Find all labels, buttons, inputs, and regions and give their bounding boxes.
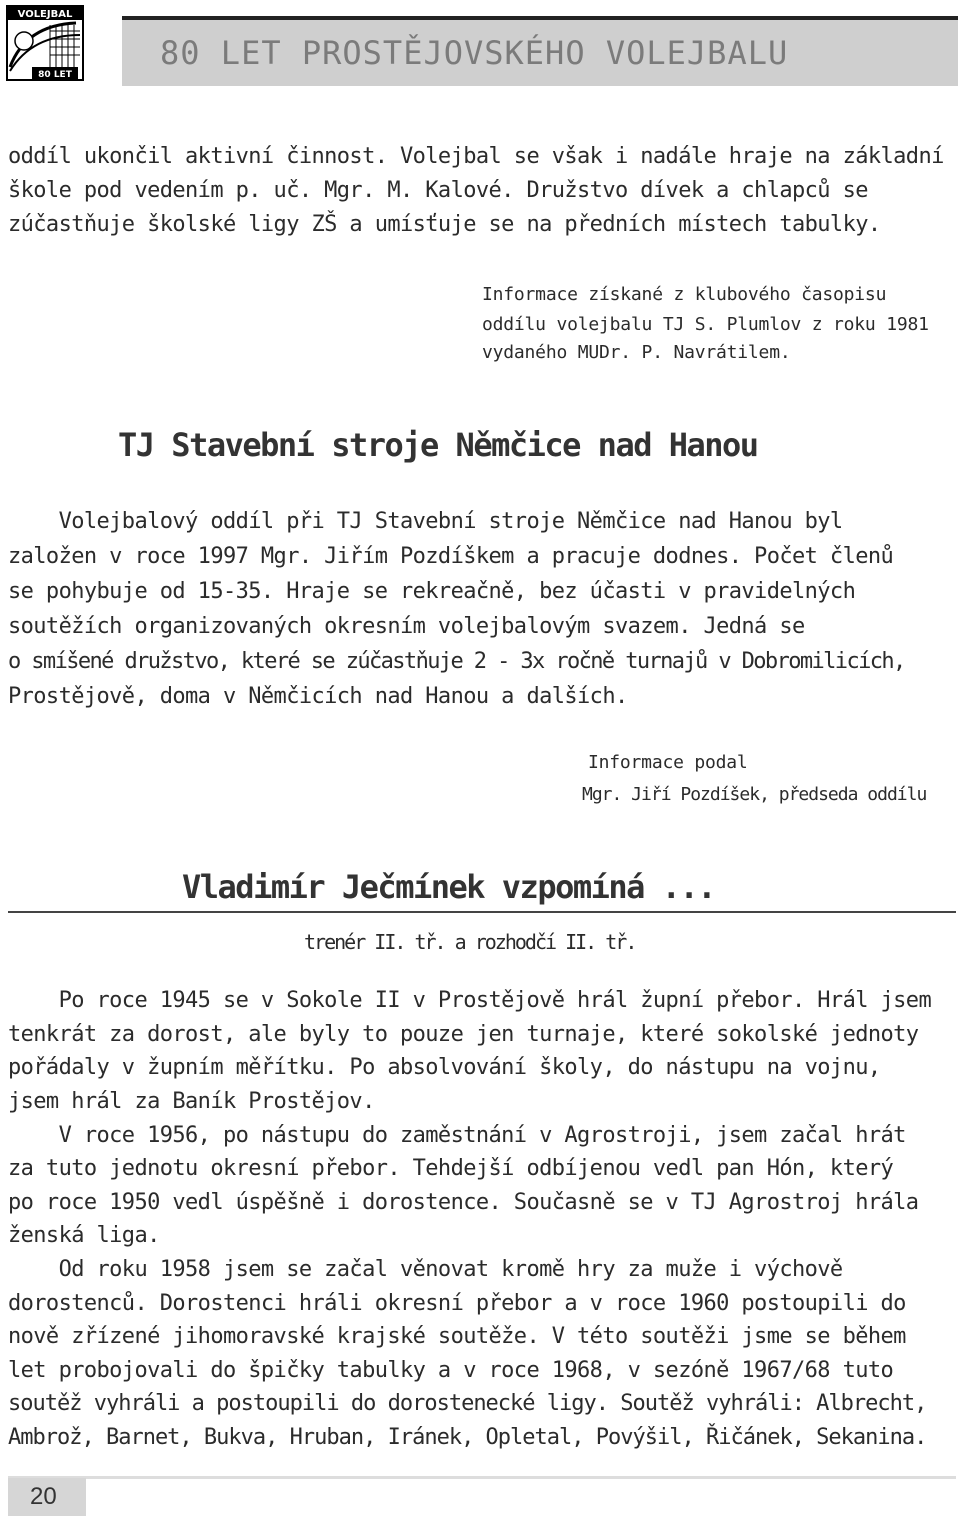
section1-credit-line: Mgr. Jiří Pozdíšek, předseda oddílu xyxy=(582,784,927,805)
section-heading-nemcice: TJ Stavební stroje Němčice nad Hanou xyxy=(118,426,758,464)
logo-text-top: VOLEJBAL xyxy=(17,9,73,20)
section2-subheading: trenér II. tř. a rozhodčí II. tř. xyxy=(304,930,636,954)
section2-line: dorostenců. Dorostenci hráli okresní přebor a v roce 1960 postoupili do xyxy=(8,1291,906,1316)
section2-line: pořádaly v župním měřítku. Po absolvování školy, do nástupu na vojnu, xyxy=(8,1055,881,1080)
section2-line: soutěž vyhráli a postoupili do dorostenecké ligy. Soutěž vyhráli: Albrecht, xyxy=(8,1391,927,1416)
intro-credit-line: vydaného MUDr. P. Navrátilem. xyxy=(482,342,791,363)
section1-line: o smíšené družstvo, které se zúčastňuje 2 - 3x ročně turnajů v Dobromilicích, xyxy=(8,649,905,674)
section1-line: založen v roce 1997 Mgr. Jiřím Pozdíškem a pracuje dodnes. Počet členů xyxy=(8,544,894,569)
section2-line: Po roce 1945 se v Sokole II v Prostějově hrál župní přebor. Hrál jsem xyxy=(8,988,932,1013)
heading-underline xyxy=(8,911,956,913)
section2-line: nově zřízené jihomoravské krajské soutěže. V této soutěži jsme se během xyxy=(8,1324,906,1349)
intro-line: zúčastňuje školské ligy ZŠ a umísťuje se na předních místech tabulky. xyxy=(8,212,881,237)
page-number: 20 xyxy=(30,1483,57,1510)
section1-credit-line: Informace podal xyxy=(588,752,748,773)
intro-line: škole pod vedením p. uč. Mgr. M. Kalové. Družstvo dívek a chlapců se xyxy=(8,178,868,203)
footer-rule xyxy=(8,1476,956,1479)
section-heading-jecminek: Vladimír Ječmínek vzpomíná ... xyxy=(182,868,715,906)
intro-line: oddíl ukončil aktivní činnost. Volejbal se však i nadále hraje na základní xyxy=(8,144,944,169)
section1-line: soutěžích organizovaných okresním volejbalovým svazem. Jedná se xyxy=(8,614,805,639)
section2-line: po roce 1950 vedl úspěšně i dorostence. Současně se v TJ Agrostroj hrála xyxy=(8,1190,919,1215)
intro-credit-line: oddílu volejbalu TJ S. Plumlov z roku 1981 xyxy=(482,314,929,335)
section1-line: se pohybuje od 15-35. Hraje se rekreačně, bez účasti v pravidelných xyxy=(8,579,856,604)
section2-line: Ambrož, Barnet, Bukva, Hruban, Iránek, Opletal, Povýšil, Řičánek, Sekanina. xyxy=(8,1425,927,1450)
section2-line: Od roku 1958 jsem se začal věnovat kromě hry za muže i výchově xyxy=(8,1257,843,1282)
logo-text-bottom: 80 LET xyxy=(38,70,72,80)
page-title: 80 LET PROSTĚJOVSKÉHO VOLEJBALU xyxy=(160,34,789,72)
section1-line: Prostějově, doma v Němčicích nad Hanou a dalších. xyxy=(8,684,628,709)
volejbal-80-let-logo xyxy=(6,5,84,81)
section2-line: tenkrát za dorost, ale byly to pouze jen turnaje, které sokolské jednoty xyxy=(8,1022,919,1047)
section2-line: jsem hrál za Baník Prostějov. xyxy=(8,1089,375,1114)
section2-line: let probojovali do špičky tabulky a v roce 1968, v sezóně 1967/68 tuto xyxy=(8,1358,894,1383)
section2-line: za tuto jednotu okresní přebor. Tehdejší odbíjenou vedl pan Hón, který xyxy=(8,1156,894,1181)
section2-line: V roce 1956, po nástupu do zaměstnání v Agrostroji, jsem začal hrát xyxy=(8,1123,906,1148)
section1-line: Volejbalový oddíl při TJ Stavební stroje Němčice nad Hanou byl xyxy=(8,509,843,534)
intro-credit-line: Informace získané z klubového časopisu xyxy=(482,284,887,305)
section2-line: ženská liga. xyxy=(8,1223,160,1248)
